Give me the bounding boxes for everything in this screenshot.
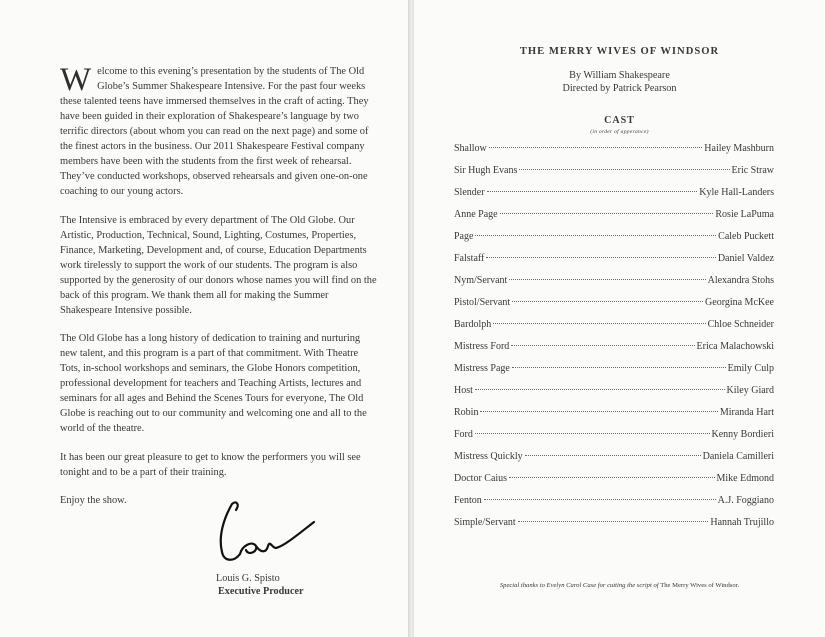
cast-role: Doctor Caius (454, 473, 508, 484)
cast-actor: Alexandra Stohs (707, 275, 774, 286)
cast-row (454, 231, 774, 253)
cast-actor: Mike Edmond (716, 473, 774, 484)
cast-actor: Kyle Hall-Landers (699, 187, 774, 198)
cast-role: Mistress Quickly (454, 451, 523, 462)
cast-actor: Miranda Hart (719, 407, 774, 418)
cast-actor: Kiley Giard (726, 385, 774, 396)
cast-actor: Chloe Schneider (707, 319, 774, 330)
director-line: Directed by Patrick Pearson (562, 83, 677, 94)
dot-leader (509, 477, 714, 478)
cast-actor: Emily Culp (727, 363, 774, 374)
cast-row (454, 341, 774, 363)
dot-leader (480, 411, 717, 412)
cast-row (454, 319, 774, 341)
cast-role: Fenton (454, 495, 482, 506)
dot-leader (486, 257, 715, 258)
cast-actor: Rosie LaPuma (715, 209, 774, 220)
author-line: By William Shakespeare (569, 70, 670, 81)
cast-role: Simple/Servant (454, 517, 516, 528)
letter-closing: Enjoy the show. (60, 495, 127, 506)
right-page (414, 0, 825, 637)
cast-row (454, 143, 774, 165)
cast-row (454, 363, 774, 385)
cast-row (454, 451, 774, 473)
cast-row (454, 407, 774, 429)
cast-actor: Eric Straw (731, 165, 774, 176)
cast-role: Bardolph (454, 319, 492, 330)
cast-role: Robin (454, 407, 479, 418)
cast-role: Slender (454, 187, 485, 198)
dot-leader (487, 191, 698, 192)
cast-row (454, 517, 774, 539)
dot-leader (519, 169, 729, 170)
play-title: THE MERRY WIVES OF WINDSOR (519, 46, 720, 57)
signer-title: Executive Producer (218, 586, 304, 597)
cast-actor: Daniela Camilleri (702, 451, 774, 462)
cast-actor: A.J. Foggiano (717, 495, 774, 506)
letter-paragraph-3: The Old Globe has a long history of dedication to training and nurturing new talent, and this program is a part of that commitment. With Theatre Tots, in-school workshops and seminars, the Globe Honors competition, professional development for teachers and Teaching Artists, lectures and seminars for all ages and Behind the Scenes Tours for everyone, The Old Globe is reaching out to our community and welcoming one and all to the world of the theatre. (60, 333, 367, 434)
cast-role: Host (454, 385, 473, 396)
cast-row (454, 275, 774, 297)
cast-row (454, 253, 774, 275)
dot-leader (525, 455, 701, 456)
dot-leader (475, 433, 710, 434)
dot-leader (518, 521, 709, 522)
letter-paragraph-1 (60, 64, 378, 199)
left-page (0, 0, 410, 637)
dot-leader (493, 323, 705, 324)
cast-actor: Kenny Bordieri (711, 429, 774, 440)
cast-actor: Hannah Trujillo (710, 517, 774, 528)
cast-row (454, 385, 774, 407)
cast-role: Anne Page (454, 209, 498, 220)
special-thanks-note (414, 582, 825, 589)
cast-row (454, 429, 774, 451)
letter-paragraph-4: It has been our great pleasure to get to know the performers you will see tonight and to be a part of their training. (60, 451, 361, 478)
cast-row (454, 187, 774, 209)
cast-row (454, 473, 774, 495)
welcome-letter (60, 64, 378, 522)
signer-name: Louis G. Spisto (216, 573, 280, 584)
cast-row (454, 165, 774, 187)
cast-role: Pistol/Servant (454, 297, 511, 308)
letter-paragraph-1-text: elcome to this evening’s presentation by the students of The Old Globe’s Summer Shakespeare Intensive. For the past four weeks these talented teens have immersed themselves in the craft of acting. They have been guided in their exploration of Shakespeare’s language by two terrific directors (about whom you can read on the next page) and some of the finest actors in the business. Our 2011 Shakespeare Festival company members have been with the students from the first week of rehearsal. They’ve conducted workshops, observed rehearsals and given one-on-one coaching to our young actors. (60, 66, 369, 197)
dot-leader (509, 279, 705, 280)
dot-leader (511, 345, 694, 346)
dot-leader (512, 301, 703, 302)
cast-role: Ford (454, 429, 473, 440)
cast-role: Nym/Servant (454, 275, 508, 286)
cast-role: Falstaff (454, 253, 485, 264)
dot-leader (475, 389, 725, 390)
cast-actor: Hailey Mashburn (704, 143, 774, 154)
letter-paragraph-2: The Intensive is embraced by every department of The Old Globe. Our Artistic, Production, Technical, Sound, Lighting, Costumes, Properties, Finance, Marketing, Development and, of course, Education Departments work tirelessly to support the work of our students. The program is also supported by the generosity of our donors whose names you will find on the back of this program. We thank them all for making the Summer Shakespeare Intensive possible. (60, 214, 377, 316)
special-thanks-play-title: The Merry Wives of Windsor. (660, 582, 740, 589)
cast-actor: Erica Malachowski (696, 341, 774, 352)
cast-role: Sir Hugh Evans (454, 165, 518, 176)
cast-actor: Daniel Valdez (717, 253, 774, 264)
drop-cap: W (60, 62, 92, 98)
cast-actor: Georgina McKee (705, 297, 774, 308)
cast-row (454, 495, 774, 517)
handwritten-signature (210, 496, 320, 570)
dot-leader (489, 147, 703, 148)
dot-leader (475, 235, 716, 236)
cast-actor: Caleb Puckett (718, 231, 774, 242)
dot-leader (484, 499, 716, 500)
cast-role: Shallow (454, 143, 487, 154)
cast-heading: CAST (604, 115, 635, 126)
cast-list (454, 143, 774, 539)
cast-row (454, 297, 774, 319)
cast-role: Page (454, 231, 474, 242)
cast-row (454, 209, 774, 231)
cast-role: Mistress Ford (454, 341, 510, 352)
dot-leader (500, 213, 714, 214)
cast-subheading: (in order of apperance) (590, 129, 649, 135)
special-thanks-text: Special thanks to Evelyn Carol Case for cutting the script of (499, 582, 661, 589)
dot-leader (512, 367, 726, 368)
cast-role: Mistress Page (454, 363, 510, 374)
